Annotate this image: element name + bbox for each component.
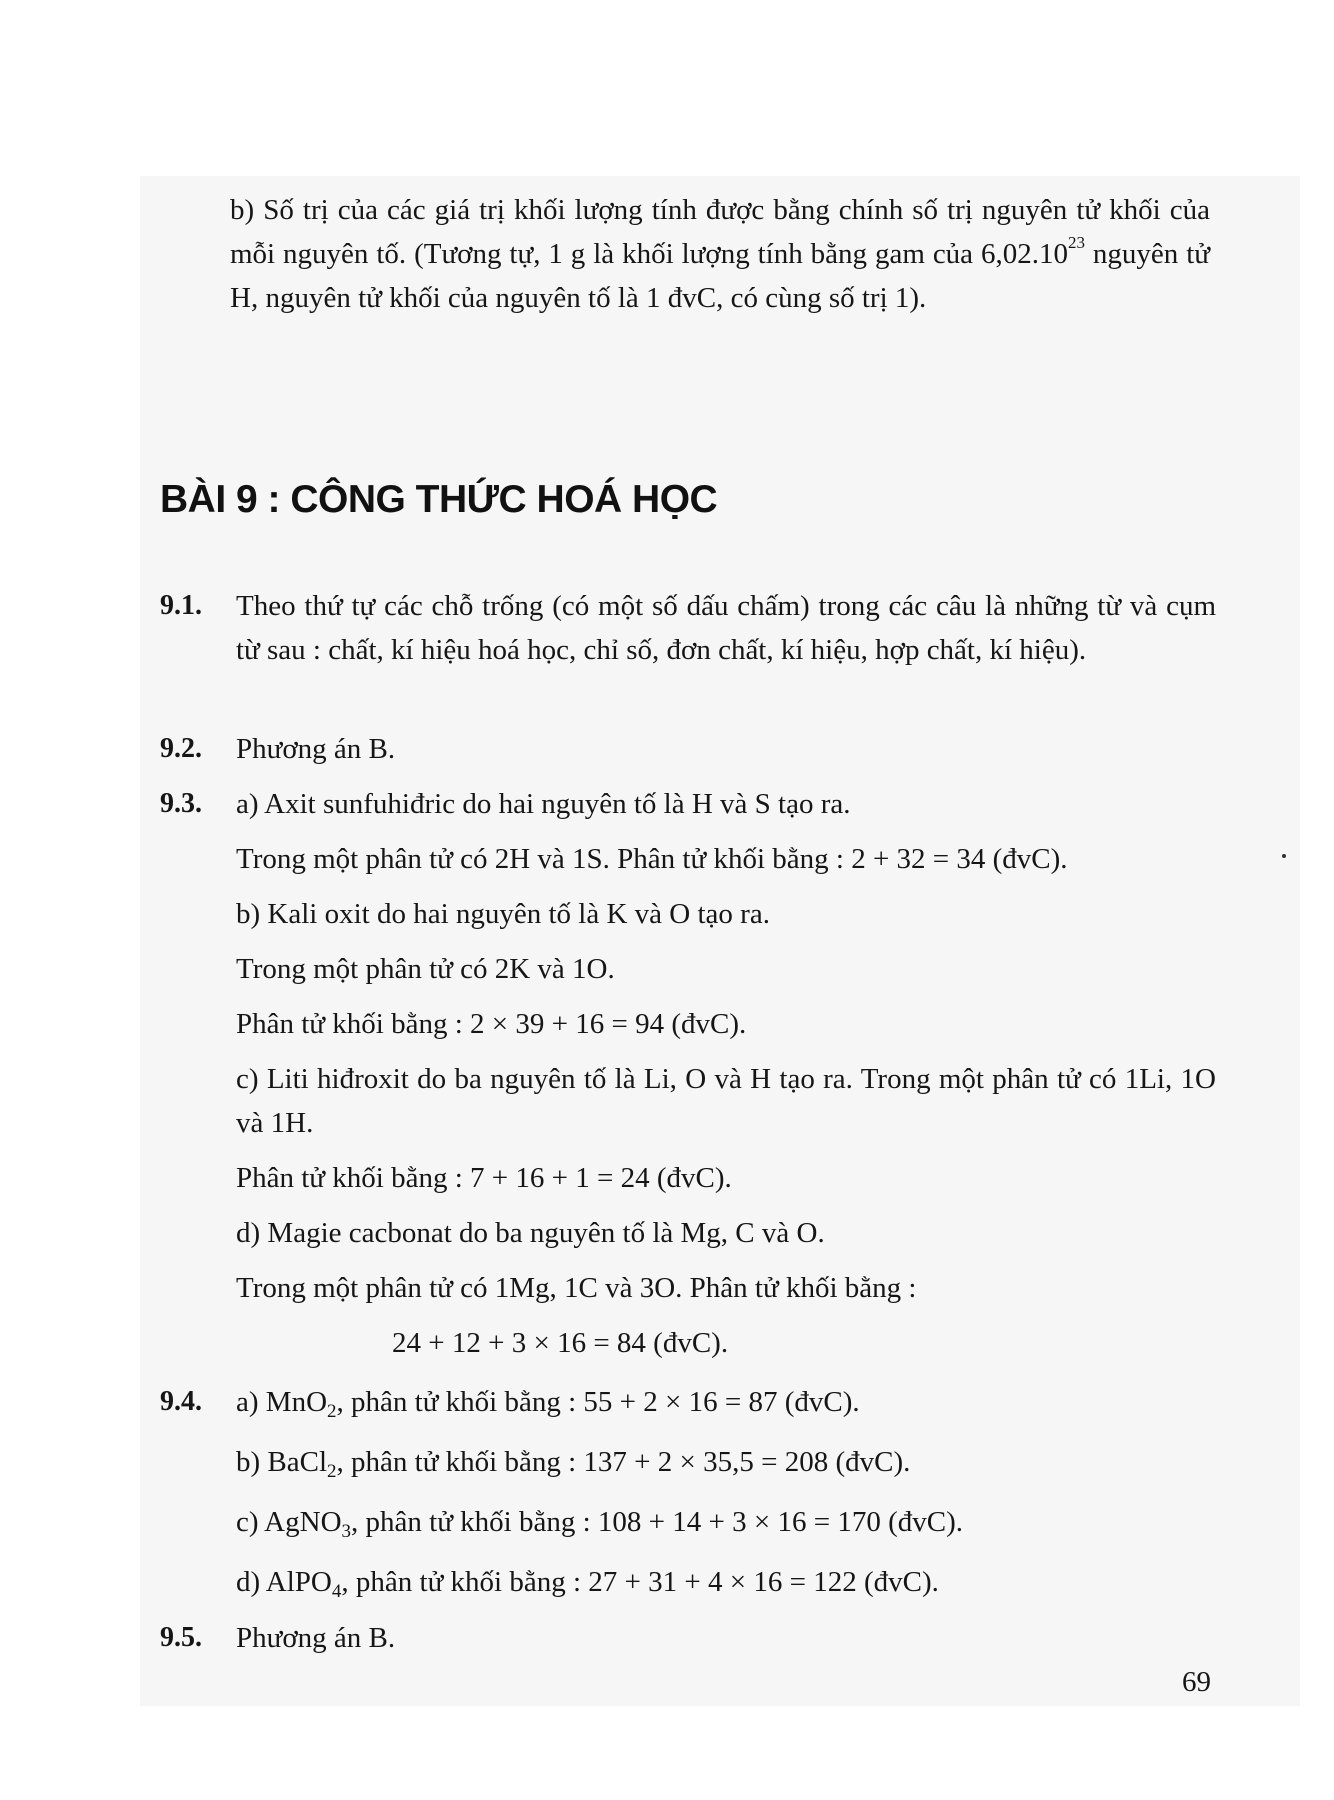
item-9-1-text: Theo thứ tự các chỗ trống (có một số dấu chấm) trong các câu là những từ và cụm từ sau : chất, kí hiệu hoá học, chỉ số, đơn chất, kí hiệu, hợp chất, kí hiệu). (236, 590, 1216, 666)
formula-mno2: a) MnO (236, 1386, 328, 1418)
item-9-4-d (236, 1560, 1216, 1604)
item-9-5-text: Phương án B. (236, 1622, 396, 1654)
item-9-4-b-rest: , phân tử khối bằng : 137 + 2 × 35,5 = 208 (đvC). (336, 1446, 911, 1478)
item-9-4-a-rest: , phân tử khối bằng : 55 + 2 × 16 = 87 (đvC). (336, 1386, 860, 1418)
item-9-2-text: Phương án B. (236, 733, 396, 765)
item-9-3-a2: Trong một phân tử có 2H và 1S. Phân tử khối bằng : 2 + 32 = 34 (đvC). (236, 843, 1068, 875)
item-9-4-d-rest: , phân tử khối bằng : 27 + 31 + 4 × 16 = 122 (đvC). (341, 1566, 939, 1598)
item-9-3-a1: a) Axit sunfuhiđric do hai nguyên tố là H và S tạo ra. (236, 788, 851, 820)
subscript: 4 (331, 1581, 342, 1602)
intro-text-part1: b) Số trị của các giá trị khối lượng tính được bằng chính số trị nguyên tử khối của mỗi nguyên tố. (Tương tự, 1 g là khối lượng tính bằng gam của 6,02.10 (230, 194, 1210, 270)
page-number: 69 (1182, 1666, 1211, 1698)
item-9-3-b3: Phân tử khối bằng : 2 × 39 + 16 = 94 (đvC). (236, 1008, 747, 1040)
subscript: 2 (327, 1461, 337, 1482)
item-9-3-c2: Phân tử khối bằng : 7 + 16 + 1 = 24 (đvC). (236, 1162, 732, 1194)
formula-bacl2: b) BaCl (236, 1446, 328, 1478)
intro-exponent: 23 (1068, 233, 1085, 253)
formula-agno3: c) AgNO (236, 1506, 342, 1538)
item-number-9-4: 9.4. (160, 1386, 202, 1417)
section-heading: BÀI 9 : CÔNG THỨC HOÁ HỌC (160, 478, 718, 521)
intro-paragraph (230, 188, 1210, 320)
intro-text-part2: nguyên tử H, nguyên tử khối của nguyên tố là 1 đvC, có cùng số trị 1). (230, 238, 1211, 314)
item-9-4-b (236, 1440, 1216, 1484)
item-number-9-2: 9.2. (160, 733, 202, 764)
subscript: 2 (327, 1401, 337, 1422)
scan-speck (1282, 854, 1286, 858)
item-9-4-c (236, 1500, 1216, 1544)
item-9-3-d1: d) Magie cacbonat do ba nguyên tố là Mg, C và O. (236, 1217, 825, 1249)
item-9-3-b1: b) Kali oxit do hai nguyên tố là K và O tạo ra. (236, 898, 770, 930)
item-9-4-c-rest: , phân tử khối bằng : 108 + 14 + 3 × 16 = 170 (đvC). (351, 1506, 963, 1538)
item-number-9-5: 9.5. (160, 1622, 202, 1653)
item-9-3-d2: Trong một phân tử có 1Mg, 1C và 3O. Phân tử khối bằng : (236, 1272, 917, 1304)
item-number-9-3: 9.3. (160, 788, 202, 819)
item-9-3-c1: c) Liti hiđroxit do ba nguyên tố là Li, O và H tạo ra. Trong một phân tử có 1Li, 1O và 1H. (236, 1063, 1216, 1139)
item-number-9-1: 9.1. (160, 590, 202, 621)
item-9-3-b2: Trong một phân tử có 2K và 1O. (236, 953, 615, 985)
item-9-4-a (236, 1380, 1216, 1424)
item-9-3-d3: 24 + 12 + 3 × 16 = 84 (đvC). (392, 1327, 729, 1359)
subscript: 3 (341, 1521, 352, 1542)
formula-alpo4: d) AlPO (236, 1566, 332, 1598)
